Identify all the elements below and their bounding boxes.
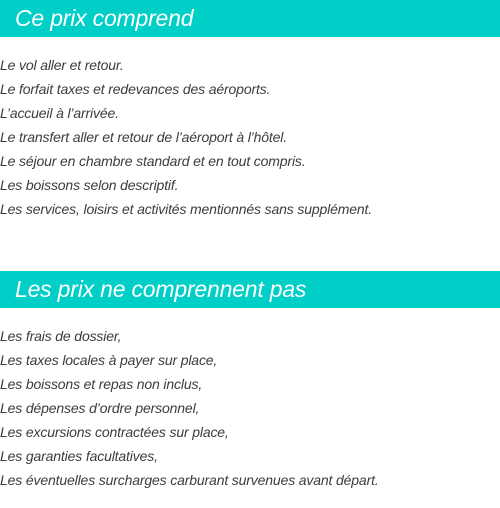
price-excludes-section <box>0 271 500 488</box>
list-item: Les excursions contractées sur place, <box>0 424 229 440</box>
price-includes-section <box>0 0 500 217</box>
price-includes-heading: Ce prix comprend <box>0 0 500 37</box>
price-excludes-heading: Les prix ne comprennent pas <box>0 271 500 308</box>
list-item: Les frais de dossier, <box>0 328 122 344</box>
list-item: Les éventuelles surcharges carburant survenues avant départ. <box>0 472 379 488</box>
list-item: Les garanties facultatives, <box>0 448 158 464</box>
price-includes-list <box>0 53 500 221</box>
price-excludes-list <box>0 324 500 492</box>
list-item: Les taxes locales à payer sur place, <box>0 352 218 368</box>
list-item: Le transfert aller et retour de l’aéroport à l’hôtel. <box>0 129 287 145</box>
list-item: Les boissons et repas non inclus, <box>0 376 203 392</box>
list-item: Le forfait taxes et redevances des aéroports. <box>0 81 271 97</box>
list-item: L’accueil à l’arrivée. <box>0 105 119 121</box>
list-item: Les dépenses d’ordre personnel, <box>0 400 200 416</box>
list-item: Les services, loisirs et activités mentionnés sans supplément. <box>0 201 372 217</box>
list-item: Le vol aller et retour. <box>0 57 124 73</box>
list-item: Les boissons selon descriptif. <box>0 177 179 193</box>
list-item: Le séjour en chambre standard et en tout compris. <box>0 153 306 169</box>
